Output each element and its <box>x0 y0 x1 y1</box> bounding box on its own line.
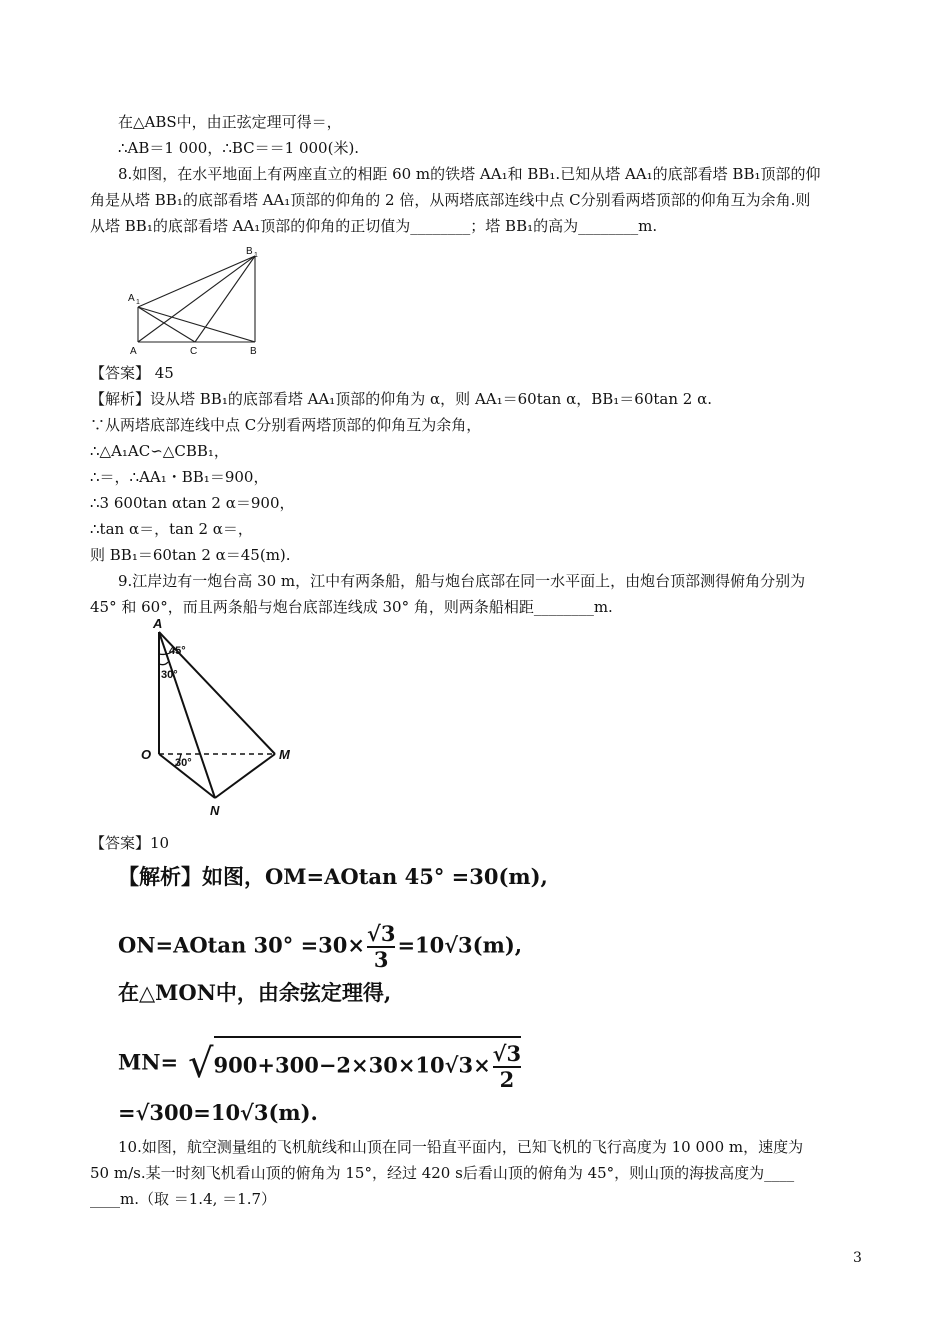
question-8-line-1: 8.如图，在水平地面上有两座直立的相距 60 m的铁塔 AA₁和 BB₁.已知从塔 AA₁的底部看塔 BB₁顶部的仰 <box>118 165 821 183</box>
text-line: 在△ABS中，由正弦定理可得＝， <box>118 113 342 131</box>
expr-mn: MN= <box>118 1049 179 1075</box>
text-line: ∴AB＝1 000，∴BC＝＝1 000(米). <box>118 139 360 157</box>
fraction-num: √3 <box>367 921 396 946</box>
fraction-den: 2 <box>499 1067 515 1092</box>
figure-fort <box>135 616 305 821</box>
expr-on-result: =10√3(m), <box>397 932 523 958</box>
label-A1: A <box>128 293 135 304</box>
question-10-line-2: 50 m/s.某一时刻飞机看山顶的俯角为 15°，经过 420 s后看山顶的俯角为 45°，则山顶的海拔高度为____ <box>90 1164 795 1182</box>
answer-8: 【答案】 45 <box>90 364 174 382</box>
solution-9-line-3: 在△MON中，由余弦定理得, <box>118 980 392 1005</box>
question-10-line-3: ____m.（取 ＝1.4, ＝1.7） <box>90 1190 277 1208</box>
question-9-line-1: 9.江岸边有一炮台高 30 m，江中有两条船，船与炮台底部在同一水平面上，由炮台顶部测得俯角分别为 <box>118 572 806 590</box>
question-9-line-2: 45° 和 60°，而且两条船与炮台底部连线成 30° 角，则两条船相距________m. <box>90 598 613 616</box>
question-8-line-3: 从塔 BB₁的底部看塔 AA₁顶部的仰角的正切值为________；塔 BB₁的高为________m. <box>90 217 658 235</box>
fraction <box>367 922 395 972</box>
label-B: B <box>250 346 257 356</box>
label-C: C <box>190 346 198 356</box>
angle-30-top: 30° <box>161 669 178 681</box>
fraction-den: 3 <box>373 947 389 972</box>
angle-45: 45° <box>169 645 186 657</box>
solution-8-line: ∵从两塔底部连线中点 C分别看两塔顶部的仰角互为余角， <box>90 416 482 434</box>
angle-30-bottom: 30° <box>175 757 192 769</box>
label-A: A <box>130 346 137 356</box>
solution-9-line-2 <box>118 922 522 972</box>
page-number: 3 <box>853 1250 862 1266</box>
question-10-line-1: 10.如图，航空测量组的飞机航线和山顶在同一铅直平面内，已知飞机的飞行高度为 10 000 m，速度为 <box>118 1138 804 1156</box>
radicand-text: 900+300−2×30×10√3× <box>213 1052 491 1078</box>
solution-8-line: ∴＝，∴AA₁・BB₁＝900， <box>90 468 269 486</box>
solution-9-line-5: =√300=10√3(m). <box>118 1100 318 1125</box>
solution-8-line: 【解析】设从塔 BB₁的底部看塔 AA₁顶部的仰角为 α，则 AA₁＝60tan α，BB₁＝60tan 2 α. <box>90 390 712 408</box>
solution-9-line-1: 【解析】如图，OM=AOtan 45° =30(m), <box>118 864 548 889</box>
radicand <box>214 1036 522 1092</box>
solution-8-line: ∴tan α＝，tan 2 α＝， <box>90 520 253 538</box>
label-N: N <box>210 803 220 818</box>
fraction <box>493 1042 521 1092</box>
radical-sign: √ <box>188 1041 214 1087</box>
label-A1-sub: 1 <box>136 299 140 306</box>
label-B1: B <box>246 246 253 257</box>
question-8-line-2: 角是从塔 BB₁的底部看塔 AA₁顶部的仰角的 2 倍，从两塔底部连线中点 C分别看两塔顶部的仰角互为余角.则 <box>90 191 811 209</box>
solution-9-line-4 <box>118 1036 521 1092</box>
expr-on: ON=AOtan 30° =30× <box>118 932 366 958</box>
label-M: M <box>279 747 290 762</box>
solution-8-line: ∴3 600tan αtan 2 α＝900， <box>90 494 295 512</box>
label-B1-sub: 1 <box>254 252 258 259</box>
answer-9: 【答案】10 <box>90 834 170 852</box>
solution-8-line: 则 BB₁＝60tan 2 α＝45(m). <box>90 546 291 564</box>
fraction-num: √3 <box>492 1041 522 1066</box>
figure-towers <box>120 244 270 356</box>
solution-8-line: ∴△A₁AC∽△CBB₁， <box>90 442 229 460</box>
label-A: A <box>153 616 163 631</box>
label-O: O <box>141 747 152 762</box>
